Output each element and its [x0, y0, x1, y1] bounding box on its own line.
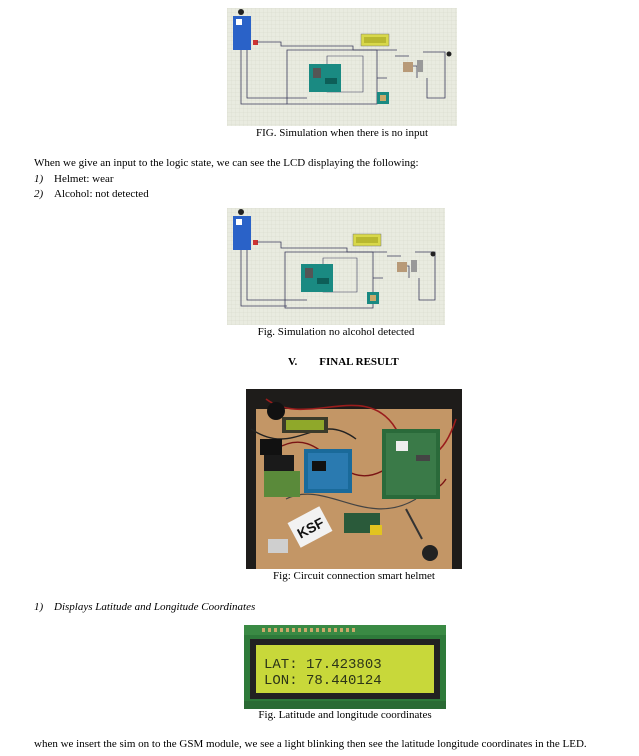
- lcd-line-longitude: LON: 78.440124: [264, 673, 382, 689]
- simulation-schematic-image: [227, 8, 457, 126]
- section-number: V.: [288, 356, 298, 368]
- section-heading: [288, 356, 399, 368]
- subsection-number: 1): [34, 601, 44, 613]
- figure-sim-no-input: [227, 8, 457, 126]
- subsection-heading: [34, 601, 255, 613]
- list-text: Alcohol: not detected: [54, 188, 149, 200]
- simulation-schematic-image: [227, 208, 445, 325]
- sticker-text: KSF: [294, 514, 327, 542]
- subsection-title: Displays Latitude and Longitude Coordinates: [54, 601, 256, 613]
- list-item: [34, 188, 149, 200]
- figure-caption: FIG. Simulation when there is no input: [255, 127, 428, 139]
- list-item: [34, 173, 114, 185]
- figure-lcd-photo: [244, 625, 446, 709]
- list-text: Helmet: wear: [54, 173, 114, 185]
- figure-sim-no-alcohol: [227, 208, 445, 325]
- body-paragraph: When we give an input to the logic state, we can see the LCD displaying the following:: [34, 157, 419, 169]
- figure-caption: Fig. Latitude and longitude coordinates: [258, 709, 432, 721]
- list-number: 1): [34, 173, 44, 185]
- figure-caption: Fig. Simulation no alcohol detected: [257, 326, 415, 338]
- lcd-line-latitude: LAT: 17.423803: [264, 657, 382, 673]
- figure-circuit-photo: [246, 389, 462, 569]
- body-paragraph: when we insert the sim on to the GSM module, we see a light blinking then see the latitude longitude coordinates in the LED.: [34, 738, 587, 750]
- circuit-photo-image: [246, 389, 462, 569]
- list-number: 2): [34, 188, 44, 200]
- lcd-photo-image: [244, 625, 446, 709]
- section-title: FINAL RESULT: [319, 356, 399, 368]
- figure-caption: Fig: Circuit connection smart helmet: [273, 570, 435, 582]
